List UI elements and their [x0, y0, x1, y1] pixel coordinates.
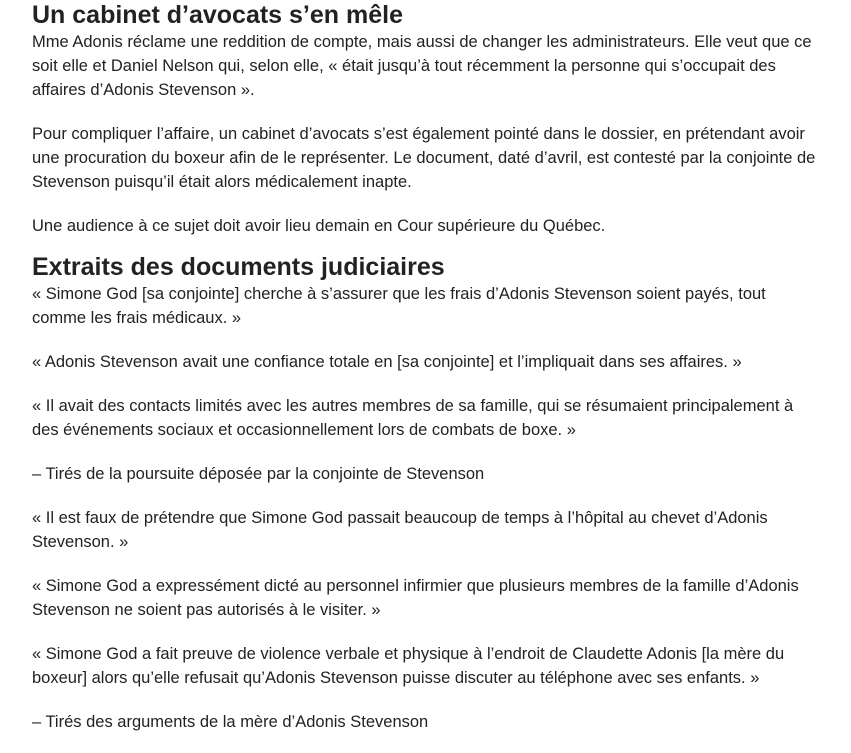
article-body — [32, 0, 818, 734]
paragraph-audience: Une audience à ce sujet doit avoir lieu demain en Cour supérieure du Québec. — [32, 217, 606, 235]
quote-confiance: « Adonis Stevenson avait une confiance totale en [sa conjointe] et l’impliquait dans ses affaires. » — [32, 353, 742, 371]
paragraph-cabinet: Pour compliquer l’affaire, un cabinet d’avocats s’est également pointé dans le dossier, en prétendant avoir une procuration du boxeur afin de le représenter. Le document, daté d’avril, est contesté par la conjointe de Stevenson puisqu’il était alors médicalement inapte. — [32, 125, 816, 191]
quote-frais: « Simone God [sa conjointe] cherche à s’assurer que les frais d’Adonis Stevenson soient payés, tout comme les frais médicaux. » — [32, 285, 766, 327]
quote-contacts: « Il avait des contacts limités avec les autres membres de sa famille, qui se résumaient principalement à des événements sociaux et occasionnellement lors de combats de boxe. » — [32, 397, 794, 439]
attribution-mere: – Tirés des arguments de la mère d’Adonis Stevenson — [32, 713, 429, 731]
quote-violence: « Simone God a fait preuve de violence verbale et physique à l’endroit de Claudette Adonis [la mère du boxeur] alors qu’elle refusait qu’Adonis Stevenson puisse discuter au téléphone avec ses enfants. » — [32, 645, 785, 687]
attribution-poursuite: – Tirés de la poursuite déposée par la conjointe de Stevenson — [32, 465, 485, 483]
section-heading-extraits: Extraits des documents judiciaires — [32, 253, 445, 281]
section-heading-cabinet: Un cabinet d’avocats s’en mêle — [32, 1, 403, 29]
quote-hopital: « Il est faux de prétendre que Simone God passait beaucoup de temps à l’hôpital au chevet d’Adonis Stevenson. » — [32, 509, 768, 551]
quote-visites: « Simone God a expressément dicté au personnel infirmier que plusieurs membres de la famille d’Adonis Stevenson ne soient pas autorisés à le visiter. » — [32, 577, 799, 619]
paragraph-reddition: Mme Adonis réclame une reddition de compte, mais aussi de changer les administrateurs. Elle veut que ce soit elle et Daniel Nelson qui, selon elle, « était jusqu’à tout récemment la personne qui s’occupait des affaires d’Adonis Stevenson ». — [32, 33, 812, 99]
